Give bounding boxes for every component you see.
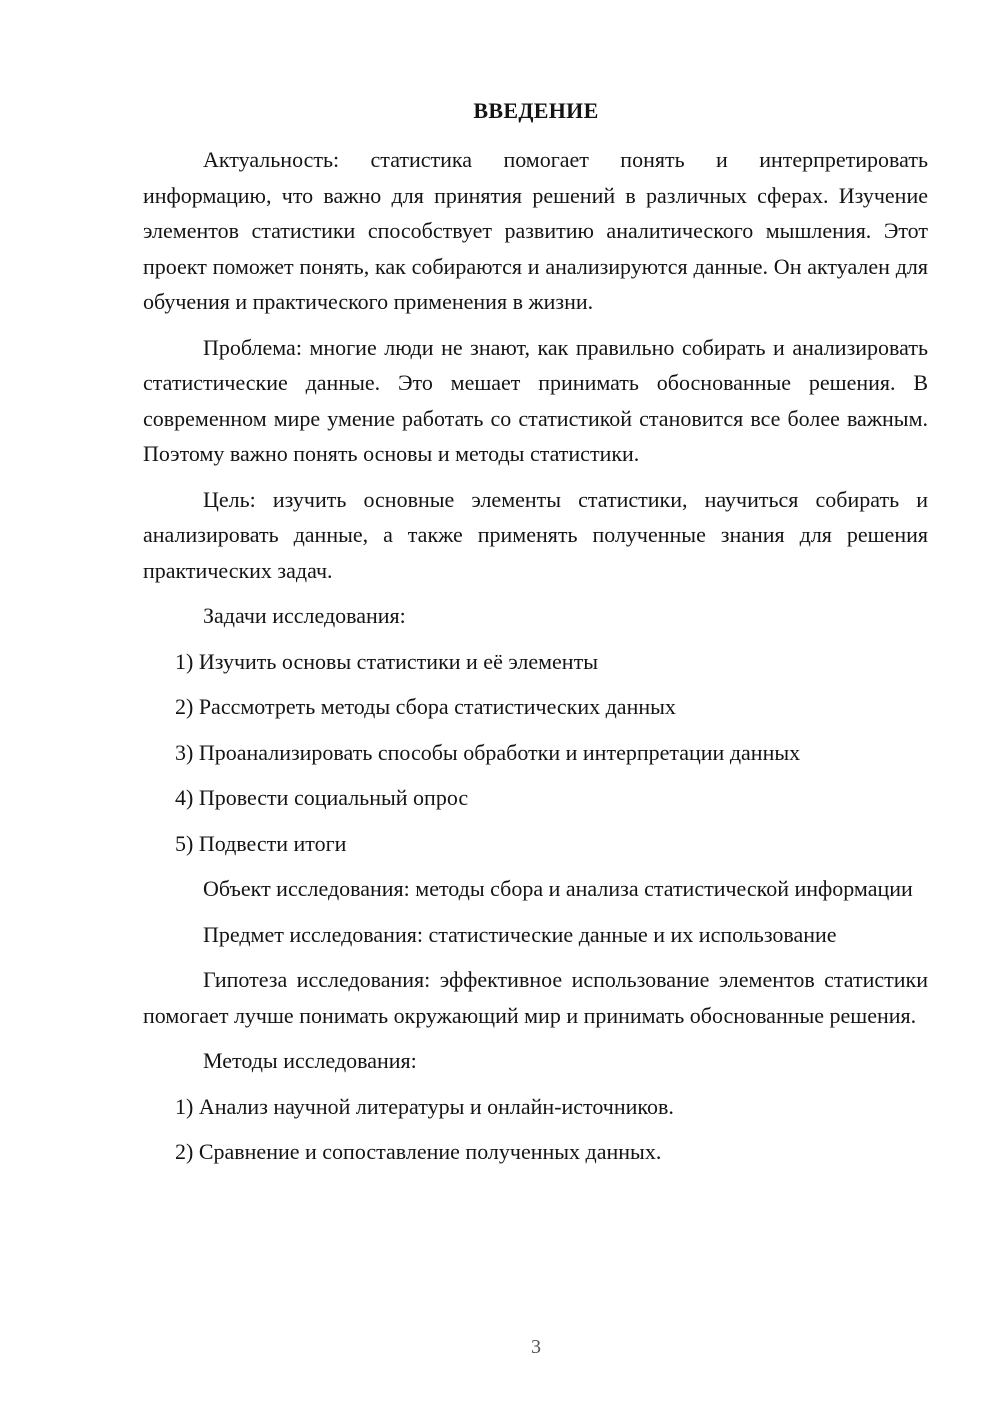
tasks-heading: Задачи исследования:: [203, 603, 406, 628]
subject-paragraph: Предмет исследования: статистические данные и их использование: [203, 921, 837, 947]
list-item: 5) Подвести итоги: [175, 830, 347, 856]
page-title: ВВЕДЕНИЕ: [473, 98, 599, 123]
document-body: [143, 142, 928, 1180]
list-item: 2) Рассмотреть методы сбора статистических данных: [175, 694, 676, 719]
methods-list: [143, 1089, 928, 1170]
list-item: 3) Проанализировать способы обработки и интерпретации данных: [175, 739, 801, 765]
object-paragraph: Объект исследования: методы сбора и анализа статистической информации: [203, 876, 913, 901]
list-item: 1) Анализ научной литературы и онлайн-источников.: [175, 1093, 674, 1119]
hypothesis-paragraph: Гипотеза исследования: эффективное использование элементов статистики помогает лучше понимать окружающий мир и принимать обоснованные решения.: [143, 967, 928, 1028]
list-item: 1) Изучить основы статистики и её элементы: [175, 648, 598, 674]
goal-paragraph: Цель: изучить основные элементы статистики, научиться собирать и анализировать данные, а также применять полученные знания для решения практических задач.: [143, 486, 928, 583]
page-number: 3: [531, 1336, 541, 1358]
problem-paragraph: Проблема: многие люди не знают, как правильно собирать и анализировать статистические данные. Это мешает принимать обоснованные решения. В современном мире умение работать со статистикой становится все более важным. Поэтому важно понять основы и методы статистики.: [143, 334, 928, 466]
list-item: 4) Провести социальный опрос: [175, 785, 469, 810]
tasks-list: [143, 644, 928, 862]
relevance-paragraph: Актуальность: статистика помогает понять и интерпретировать информацию, что важно для принятия решений в различных сферах. Изучение элементов статистики способствует развитию аналитического мышления. Этот проект поможет понять, как собираются и анализируются данные. Он актуален для обучения и практического применения в жизни.: [143, 147, 928, 314]
list-item: 2) Сравнение и сопоставление полученных данных.: [175, 1139, 662, 1164]
methods-heading: Методы исследования:: [203, 1048, 417, 1073]
